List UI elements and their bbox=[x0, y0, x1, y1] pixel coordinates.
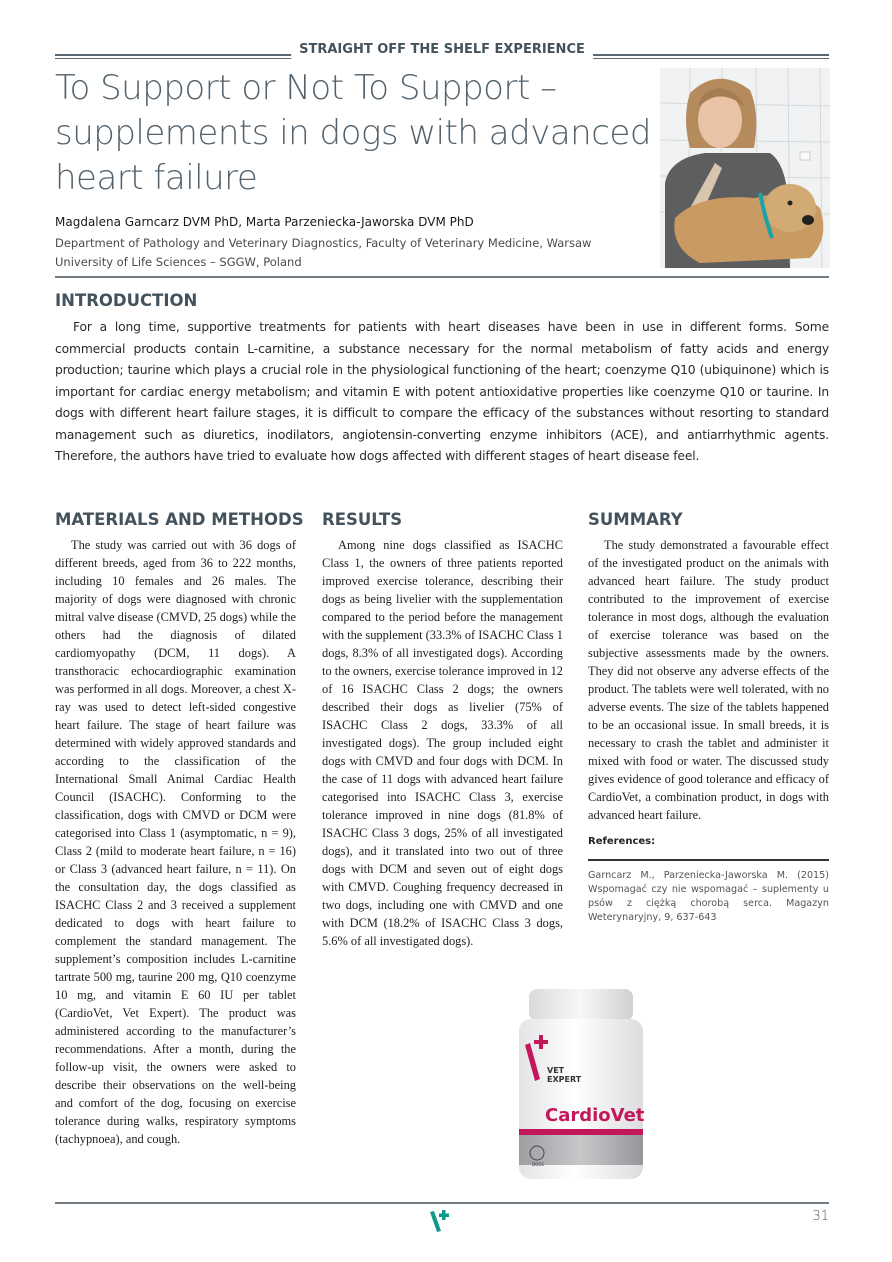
reference-item: Garncarz M., Parzeniecka-Jaworska M. (2015) Wspomagać czy nie wspomagać – suplementy u psów z ciężką chorobą serca. Magazyn Weterynaryjny, 9, 637-643 bbox=[588, 870, 829, 923]
introduction-heading: INTRODUCTION bbox=[55, 291, 198, 310]
title-line: heart failure bbox=[55, 158, 258, 198]
product-name: CardioVet bbox=[545, 1105, 645, 1126]
product-species-label: DOGS bbox=[532, 1162, 544, 1167]
product-image bbox=[515, 985, 647, 1185]
page-number: 31 bbox=[812, 1209, 829, 1224]
title-line: supplements in dogs with advanced bbox=[55, 113, 651, 153]
methods-text: The study was carried out with 36 dogs of different breeds, aged from 36 to 222 months, including 10 females and 26 males. The majority of dogs were diagnosed with chronic mitral valve disease (CMVD, 25 dogs) while the others had the diagnosis of dilated cardiomyopathy (DCM, 11 dogs). A transthoracic echocardiographic examination was performed in all dogs. Moreover, a chest X-ray was used to detect left-sided congestive heart failure. The stage of heart failure was determined with widely approved standards and according to the classification of the International Small Animal Cardiac Health Council (ISACHC). Conforming to the classification, dogs with CMVD or DCM were categorised into Class 1 (asymptomatic, n = 9), Class 2 (mild to moderate heart failure, n = 16) or Class 3 (advanced heart failure, n = 11). On the consultation day, the dogs classified as ISACHC Class 2 and 3 received a supplement dedicated to dogs with heart failure to complement the standard management. The supplement’s composition includes L-carnitine tartrate 500 mg, taurine 200 mg, Q10 coenzyme 10 mg, and vitamin E 60 IU per tablet (CardioVet, Vet Expert). The product was administered according to the manufacturer’s recommendations. After a month, during the follow-up visit, the owners were asked to describe their observations on the well-being and comfort of the dog, focusing on exercise tolerance during walks, respiratory symptoms (tachypnoea), and cough. bbox=[55, 538, 296, 1146]
summary-heading: SUMMARY bbox=[588, 510, 683, 529]
product-brand: EXPERT bbox=[547, 1075, 582, 1084]
methods-heading: MATERIALS AND METHODS bbox=[55, 510, 304, 529]
footer-divider bbox=[55, 1202, 829, 1204]
section-label: STRAIGHT OFF THE SHELF EXPERIENCE bbox=[291, 40, 593, 60]
article-title bbox=[55, 66, 655, 201]
results-text: Among nine dogs classified as ISACHC Class 1, the owners of three patients reported improved exercise tolerance, describing their dogs as being livelier with the supplementation compared to the period before the management with the supplement (33.3% of ISACHC Class 1 dogs, 8.3% of all investigated dogs). According to the owners, exercise tolerance improved in 12 of 16 ISACHC Class 2 dogs; the owners described their dogs as livelier (75% of ISACHC Class 2 dogs, 33.3% of all investigated dogs). The group included eight dogs with CMVD and four dogs with DCM. In the case of 11 dogs with advanced heart failure categorised into ISACHC Class 3, exercise tolerance improved in nine dogs (81.8% of ISACHC Class 3 dogs, 25% of all investigated dogs), and it translated into two out of three dogs with DCM and seven out of eight dogs with CMVD. Coughing frequency decreased in two dogs, including one with CMVD and one with DCM (18.2% of ISACHC Class 3 dogs, 5.6% of all investigated dogs). bbox=[322, 538, 563, 948]
cardiovet-jar bbox=[515, 985, 647, 1185]
summary-section bbox=[588, 510, 829, 925]
affiliation: Department of Pathology and Veterinary Diagnostics, Faculty of Veterinary Medicine, Warsaw University of Life Sciences – SGGW, Poland bbox=[55, 236, 592, 269]
methods-section bbox=[55, 510, 304, 1148]
authors: Magdalena Garncarz DVM PhD, Marta Parzeniecka-Jaworska DVM PhD bbox=[55, 215, 474, 229]
results-heading: RESULTS bbox=[322, 510, 403, 529]
photo-illustration bbox=[660, 68, 830, 268]
header-divider bbox=[55, 276, 829, 278]
references-label: References: bbox=[588, 836, 656, 847]
section-banner bbox=[55, 40, 829, 60]
author-photo bbox=[660, 68, 830, 268]
title-line: To Support or Not To Support – bbox=[55, 68, 557, 108]
results-section bbox=[322, 510, 563, 950]
references-divider bbox=[588, 859, 829, 861]
summary-text: The study demonstrated a favourable effect of the investigated product on the animals with advanced heart failure. The study product contributed to the improvement of exercise tolerance in most dogs, although the evaluation of exercise tolerance was based on the subjective assessments made by the owners. They did not observe any adverse effects of the product. The tablets were well tolerated, with no adverse events. The size of the tablets happened to be an occasional issue. In small breeds, it is necessary to crash the tablet and administer it mixed with food or water. The discussed study gives evidence of good tolerance and efficacy of CardioVet, a combination product, in dogs with advanced heart failure. bbox=[588, 538, 829, 822]
vet-expert-logo-icon bbox=[428, 1208, 454, 1234]
introduction-text: For a long time, supportive treatments for patients with heart diseases have been in use in different forms. Some commercial products contain L-carnitine, a substance necessary for the normal metabolism of fatty acids and energy production; taurine which plays a crucial role in the physiological functioning of the heart; coenzyme Q10 (ubiquinone) which is important for cardiac energy metabolism; and vitamin E with potent antioxidative properties like coenzyme Q10 or taurine. In dogs with different heart failure stages, it is difficult to compare the efficacy of the substances without resorting to standard management such as diuretics, inodilators, angiotensin-converting enzyme inhibitors (ACE), and antiarrhythmic agents. Therefore, the authors have tried to evaluate how dogs affected with different stages of heart disease feel. bbox=[55, 320, 829, 463]
product-brand: VET bbox=[547, 1066, 565, 1075]
